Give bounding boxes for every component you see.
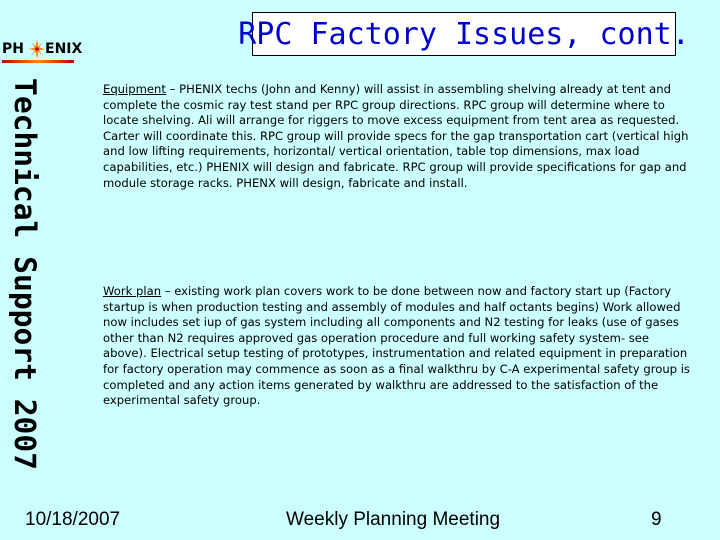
side-title [5, 76, 45, 472]
logo-text-left: PH [2, 41, 24, 57]
footer-date: 10/18/2007 [25, 509, 121, 530]
section-text: – PHENIX techs (John and Kenny) will assist in assembling shelving already at tent and complete the cosmic ray test stand per RPC group directions. RPC group will determine where to locate shelving. Ali will arrange for riggers to move excess equipment from tent area as requested. Carter will coordinate this. RPC group will provide specs for the gap transportation cart (vertical high and low lifting requirements, horizontal/ vertical orientation, table top dimensions, max load capabilities, etc.) PHENIX will design and fabricate. RPC group will provide specifications for gap and module storage racks. PHENX will design, fabricate and install. [103, 82, 689, 190]
slide-title: RPC Factory Issues, cont. [238, 16, 690, 52]
section-text: – existing work plan covers work to be done between now and factory start up (Factory startup is when production testing and assembly of modules and half octants begins) Work allowed now includes set iup of gas system including all components and N2 testing for leaks (use of gases other than N2 requires approved gas operation procedure and full working safety system- see above). Electrical setup testing of prototypes, instrumentation and related equipment in preparation for factory operation may commence as soon as a final walkthru by C-A experimental safety group is completed and any action items generated by walkthru are addressed to the satisfaction of the experimental safety group. [103, 284, 690, 408]
footer-meeting-title: Weekly Planning Meeting [286, 509, 501, 530]
page-number: 9 [651, 509, 662, 530]
phenix-logo [2, 37, 83, 67]
logo-burst-icon [28, 37, 46, 61]
logo-text-right: ENIX [45, 41, 83, 57]
section-lead: Equipment [103, 82, 166, 96]
logo-underline [2, 60, 74, 63]
section-lead: Work plan [103, 284, 162, 298]
title-box [238, 12, 690, 56]
section-equipment [103, 82, 693, 191]
section-work-plan [103, 284, 693, 409]
side-title-text: Technical Support 2007 [8, 78, 42, 463]
